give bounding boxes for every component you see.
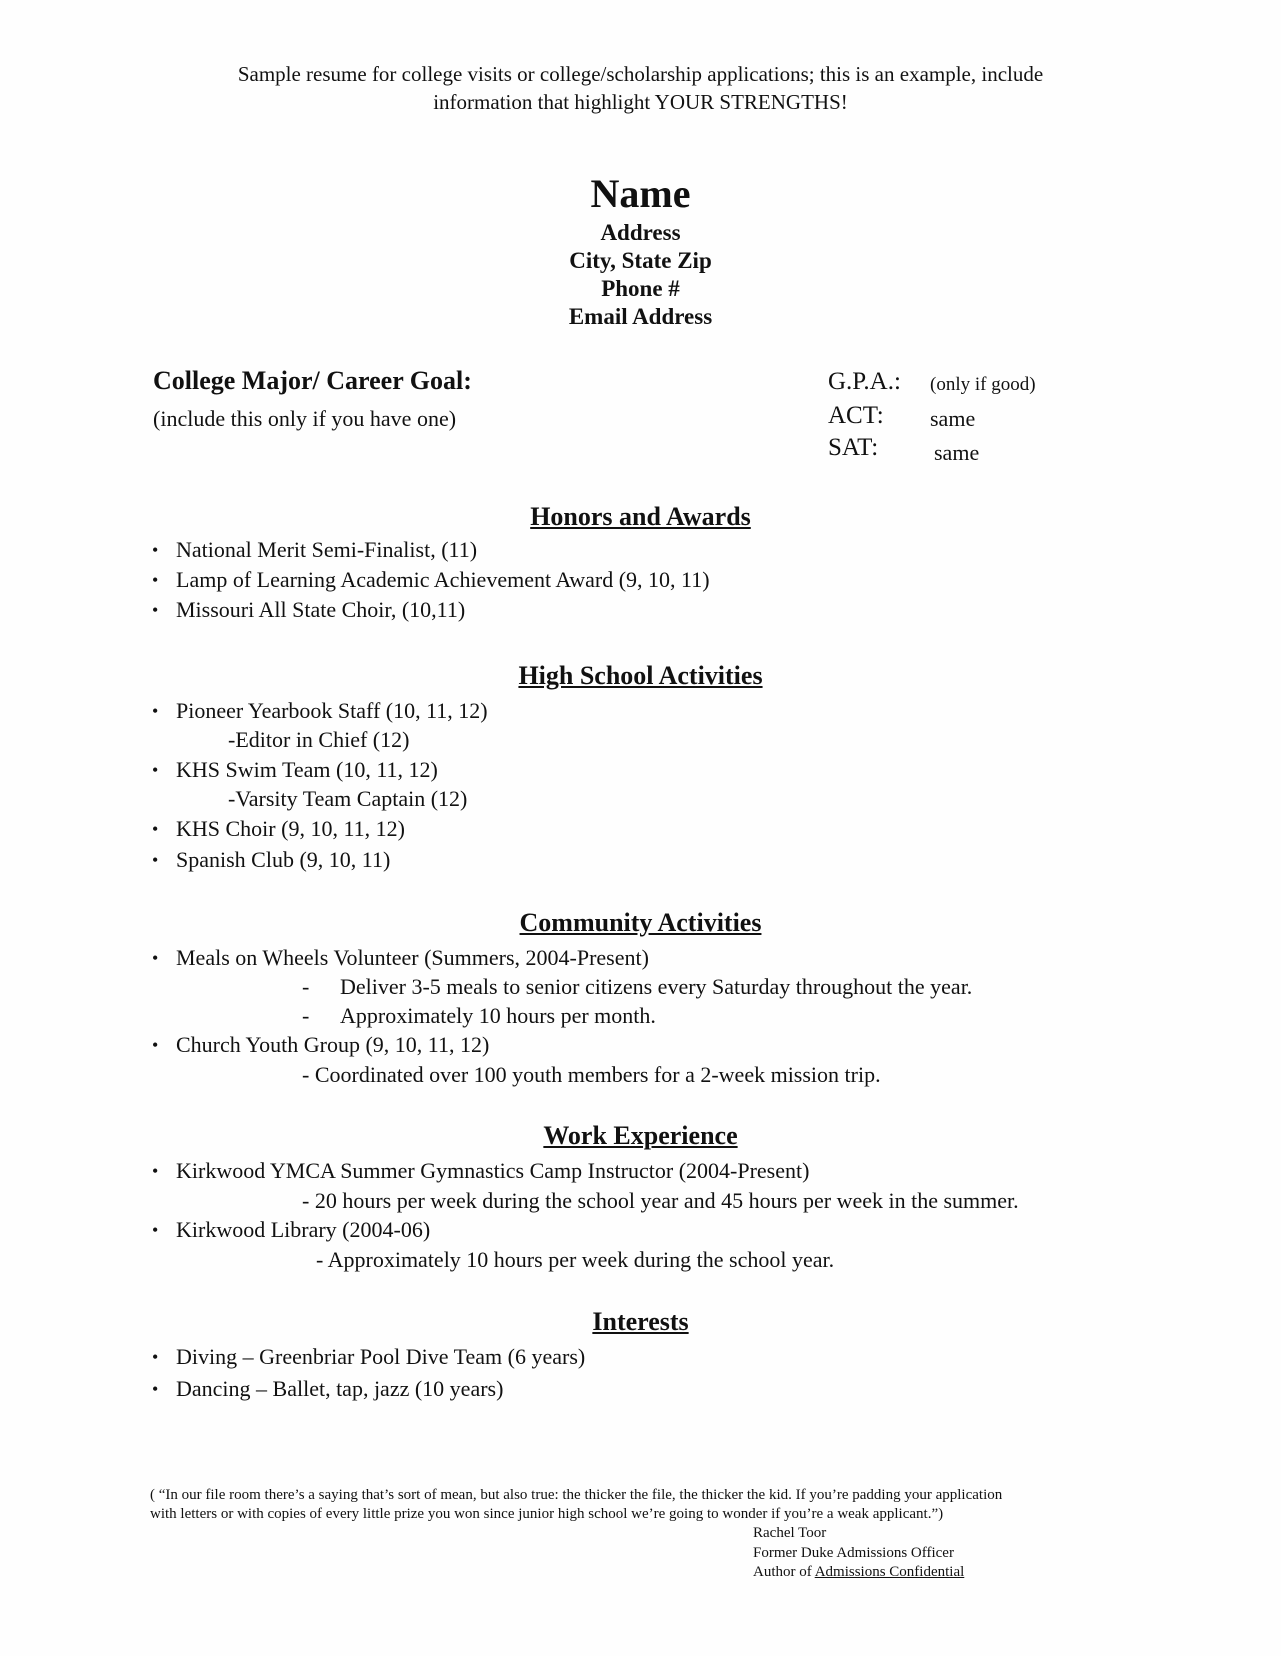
bullet: • [152,760,159,780]
list-item: Church Youth Group (9, 10, 11, 12) [176,1032,490,1057]
list-item: Kirkwood Library (2004-06) [176,1217,431,1242]
list-item: - Approximately 10 hours per week during the school year. [316,1247,835,1272]
list-item: Kirkwood YMCA Summer Gymnastics Camp Instructor (2004-Present) [176,1158,810,1183]
bullet: • [152,1161,159,1181]
list-item: Missouri All State Choir, (10,11) [176,597,466,622]
list-item: - Coordinated over 100 youth members for a 2-week mission trip. [302,1062,881,1087]
resume-name: Name [590,171,691,216]
city-state-zip: City, State Zip [569,248,712,273]
quote-book-line [753,1564,964,1581]
author-of: Author of [753,1564,812,1580]
bullet: • [152,948,159,968]
list-item: KHS Choir (9, 10, 11, 12) [176,816,405,841]
intro-line-2: information that highlight YOUR STRENGTHS! [433,90,848,114]
list-item: Lamp of Learning Academic Achievement Award (9, 10, 11) [176,567,710,592]
act-value: same [930,406,976,431]
bullet: • [152,1220,159,1240]
act-label: ACT: [828,402,884,429]
bullet: • [152,850,159,870]
gpa-label: G.P.A.: [828,368,901,395]
quote-role: Former Duke Admissions Officer [753,1545,954,1561]
bullet: • [152,600,159,620]
list-item: Pioneer Yearbook Staff (10, 11, 12) [176,698,488,723]
bullet: • [152,1379,159,1399]
book-title: Admissions Confidential [814,1564,965,1580]
list-item: - 20 hours per week during the school year and 45 hours per week in the summer. [302,1188,1019,1213]
intro-line-1: Sample resume for college visits or college/scholarship applications; this is an example, include [237,62,1044,86]
dash: - [302,1003,310,1028]
list-item: Diving – Greenbriar Pool Dive Team (6 years) [176,1344,586,1369]
list-item: -Editor in Chief (12) [228,727,410,752]
dash: - [302,974,310,999]
list-item: Dancing – Ballet, tap, jazz (10 years) [176,1376,504,1401]
address: Address [600,220,681,245]
email: Email Address [568,304,713,329]
list-item: National Merit Semi-Finalist, (11) [176,537,478,562]
list-item: Approximately 10 hours per month. [340,1003,656,1028]
bullet: • [152,570,159,590]
list-item: Meals on Wheels Volunteer (Summers, 2004-Present) [176,945,649,970]
quote-author: Rachel Toor [753,1525,827,1541]
bullet: • [152,701,159,721]
goal-note: (include this only if you have one) [153,406,457,431]
community-title: Community Activities [519,908,762,937]
bullet: • [152,540,159,560]
bullet: • [152,1035,159,1055]
interests-title: Interests [592,1307,689,1336]
quote-line-1: ( “In our file room there’s a saying that’s sort of mean, but also true: the thicker the file, the thicker the kid. If you’re padding your application [150,1487,1003,1503]
goal-title: College Major/ Career Goal: [153,366,472,395]
bullet: • [152,1347,159,1367]
hs-title: High School Activities [518,661,763,690]
list-item: Deliver 3-5 meals to senior citizens every Saturday throughout the year. [340,974,973,999]
honors-title: Honors and Awards [530,502,751,531]
work-title: Work Experience [543,1121,738,1150]
quote-line-2: with letters or with copies of every little prize you won since junior high school we’re going to wonder if you’re a weak applicant.”) [150,1506,944,1522]
phone: Phone # [601,276,680,301]
bullet: • [152,819,159,839]
sat-label: SAT: [828,434,879,461]
sat-value: same [934,440,980,465]
list-item: KHS Swim Team (10, 11, 12) [176,757,438,782]
list-item: -Varsity Team Captain (12) [228,786,468,811]
list-item: Spanish Club (9, 10, 11) [176,847,391,872]
gpa-value: (only if good) [930,374,1036,395]
